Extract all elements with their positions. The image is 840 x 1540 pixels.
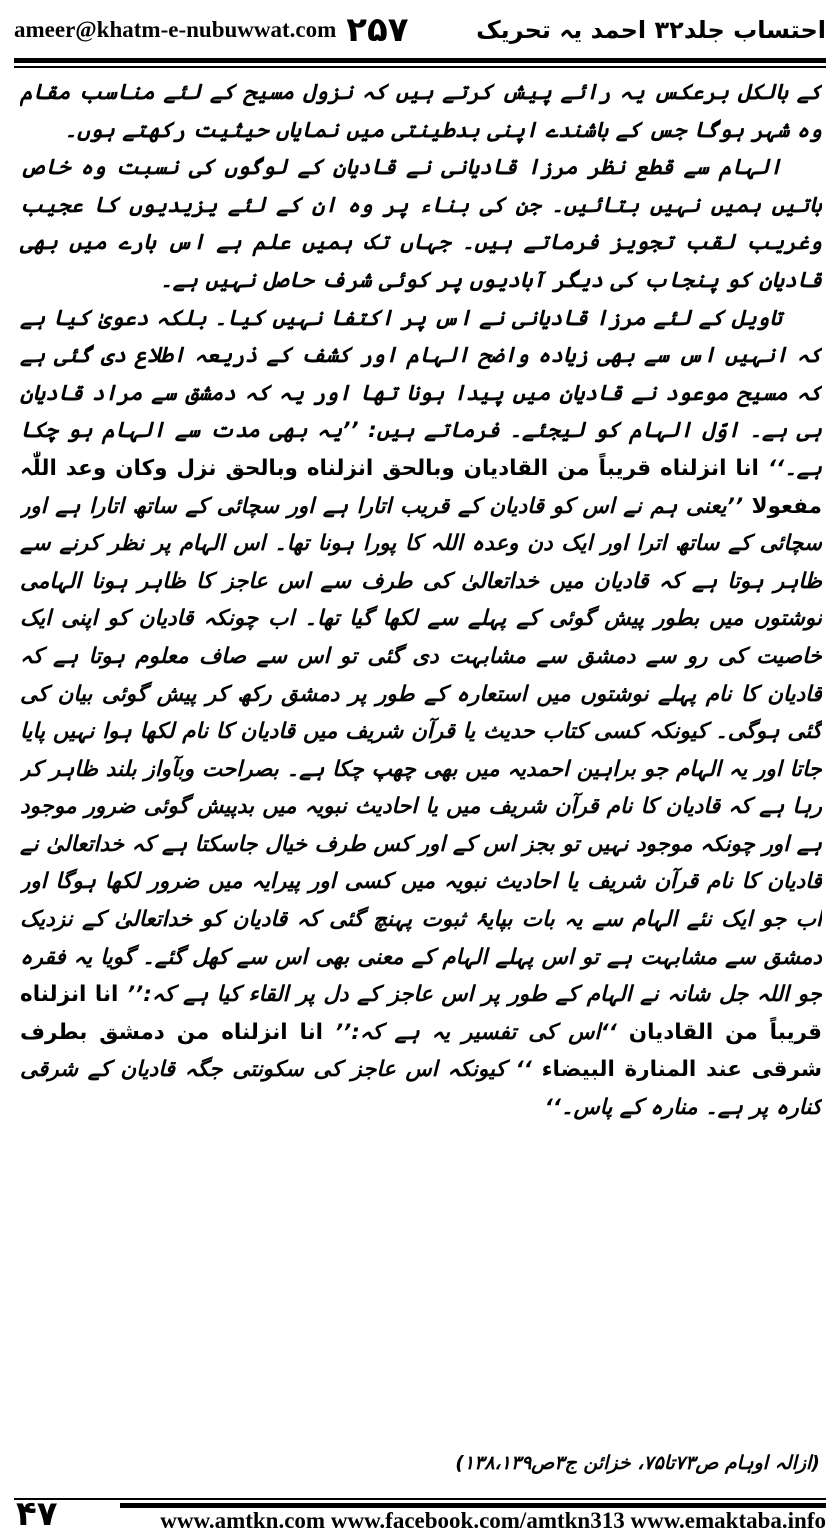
paragraph-1: کے بالکل برعکس یہ رائے پیش کرتے ہیں کہ نزول مسیح کے لئے مناسب مقام وہ شہر ہوگا جس کے باشندے اپنی بدطینتی میں نمایاں حیثیت رکھتے ہوں۔	[20, 80, 822, 143]
paragraph-6-text: ‘‘ کیونکہ اس عاجز کی سکونتی جگہ قادیان کے شرقی کنارہ پر ہے۔ منارہ کے پاس۔‘‘	[20, 1057, 822, 1121]
header-left	[14, 10, 409, 50]
reference-citation: (ازالہ اوہام ص۷۳تا۷۵، خزائن ج۳ص۱۳۸،۱۳۹)	[455, 1452, 820, 1474]
arabic-verse-2: انا انزلناه قریباً من القادیان	[20, 982, 822, 1045]
footer-links: www.amtkn.com www.facebook.com/amtkn313 www.emaktaba.info	[160, 1508, 826, 1533]
arabic-verse-1: انا انزلناه قریباً من القادیان وبالحق انزلناه وبالحق نزل وکان وعد اللّٰہ مفعولا	[20, 455, 822, 519]
footer-rule-thin	[14, 1498, 826, 1500]
paragraph-3-text: تاویل کے لئے مرزا قادیانی نے اس پر اکتفا نہیں کیا۔ بلکہ دعویٰ کیا ہے کہ انہیں اس سے بھی زیادہ واضح الہام اور کشف کے ذریعہ اطلاع دی گئی ہے کہ مسیح موعود نے قادیان میں پیدا ہونا تھا اور یہ کہ دمشق سے مراد قادیان ہی ہے۔ اوّل الہام کو لیجئے۔ فرماتے ہیں: ’’یہ بھی مدت سے الہام ہو چکا ہے۔‘‘	[20, 305, 822, 481]
footer-page-number: ۴۷	[16, 1494, 58, 1534]
header-title: احتساب جلد۳۲ احمد یہ تحریک	[476, 16, 826, 44]
paragraph-3	[20, 300, 822, 1127]
arabic-verse-3: انا انزلناه من دمشق بطرف شرقی عند المنارة البیضاء	[20, 1019, 822, 1083]
page-header	[14, 8, 826, 52]
paragraph-5-text: ‘‘اس کی تفسیر یہ ہے کہ:’’	[334, 1019, 617, 1045]
paragraph-4-text: ’’یعنی ہم نے اس کو قادیان کے قریب اتارا ہے اور سچائی کے ساتھ اتارا ہے اور سچائی کے ساتھ اترا اور ایک دن وعدہ اللہ کا پورا ہونا تھا۔ اس الہام پر نظر کرنے سے ظاہر ہوتا ہے کہ قادیان میں خداتعالیٰ کی طرف سے اس عاجز کا ظاہر ہونا الہامی نوشتوں میں بطور پیش گوئی کے پہلے سے لکھا گیا تھا۔ اب چونکہ قادیان کو اپنی ایک خاصیت کی رو سے دمشق سے مشابہت دی گئی تو اس سے صاف معلوم ہوتا ہے کہ قادیان کا نام پہلے نوشتوں میں استعارہ کے طور پر دمشق رکھ کر پیش گوئی بیان کی گئی ہوگی۔ کیونکہ کسی کتاب حدیث یا قرآن شریف میں قادیان کا نام لکھا ہوا نہیں پایا جاتا اور یہ الہام جو براہین احمدیہ میں بھی چھپ چکا ہے۔ بصراحت وبآواز بلند ظاہر کر رہا ہے کہ قادیان کا نام قرآن شریف میں یا احادیث نبویہ میں بدپیش گوئی ضرور موجود ہے اور چونکہ موجود نہیں تو بجز اس کے اور کس طرف خیال جاسکتا ہے کہ خداتعالیٰ نے قادیان کا نام قرآن شریف یا احادیث نبویہ میں کسی اور پیرایہ میں ضرور لکھا ہوگا اور اب جو ایک نئے الہام سے یہ بات بپایۂ ثبوت پہنچ گئی کہ قادیان کو خداتعالیٰ کے نزدیک دمشق سے مشابہت ہے تو اس پہلے الہام کے معنی بھی اس سے کھل گئے۔ گویا یہ فقرہ جو اللہ جل شانہ نے الہام کے طور پر اس عاجز کے دل پر القاء کیا ہے کہ:’’	[20, 493, 822, 1008]
header-rule-thin	[14, 66, 826, 68]
paragraph-2: الہام سے قطع نظر مرزا قادیانی نے قادیان کے لوگوں کی نسبت وہ خاص باتیں ہمیں نہیں بتائیں۔ جن کی بناء پر وہ ان کے لئے یزیدیوں کا عجیب وغریب لقب تجویز فرماتے ہیں۔ جہاں تک ہمیں علم ہے اس بارے میں بھی قادیان کو پنجاب کی دیگر آبادیوں پر کوئی شرف حاصل نہیں ہے۔	[20, 155, 822, 293]
header-rule-thick	[14, 58, 826, 63]
header-email: ameer@khatm-e-nubuwwat.com	[14, 17, 337, 42]
body-text	[20, 74, 822, 1449]
header-page-number: ۲۵۷	[346, 10, 409, 50]
